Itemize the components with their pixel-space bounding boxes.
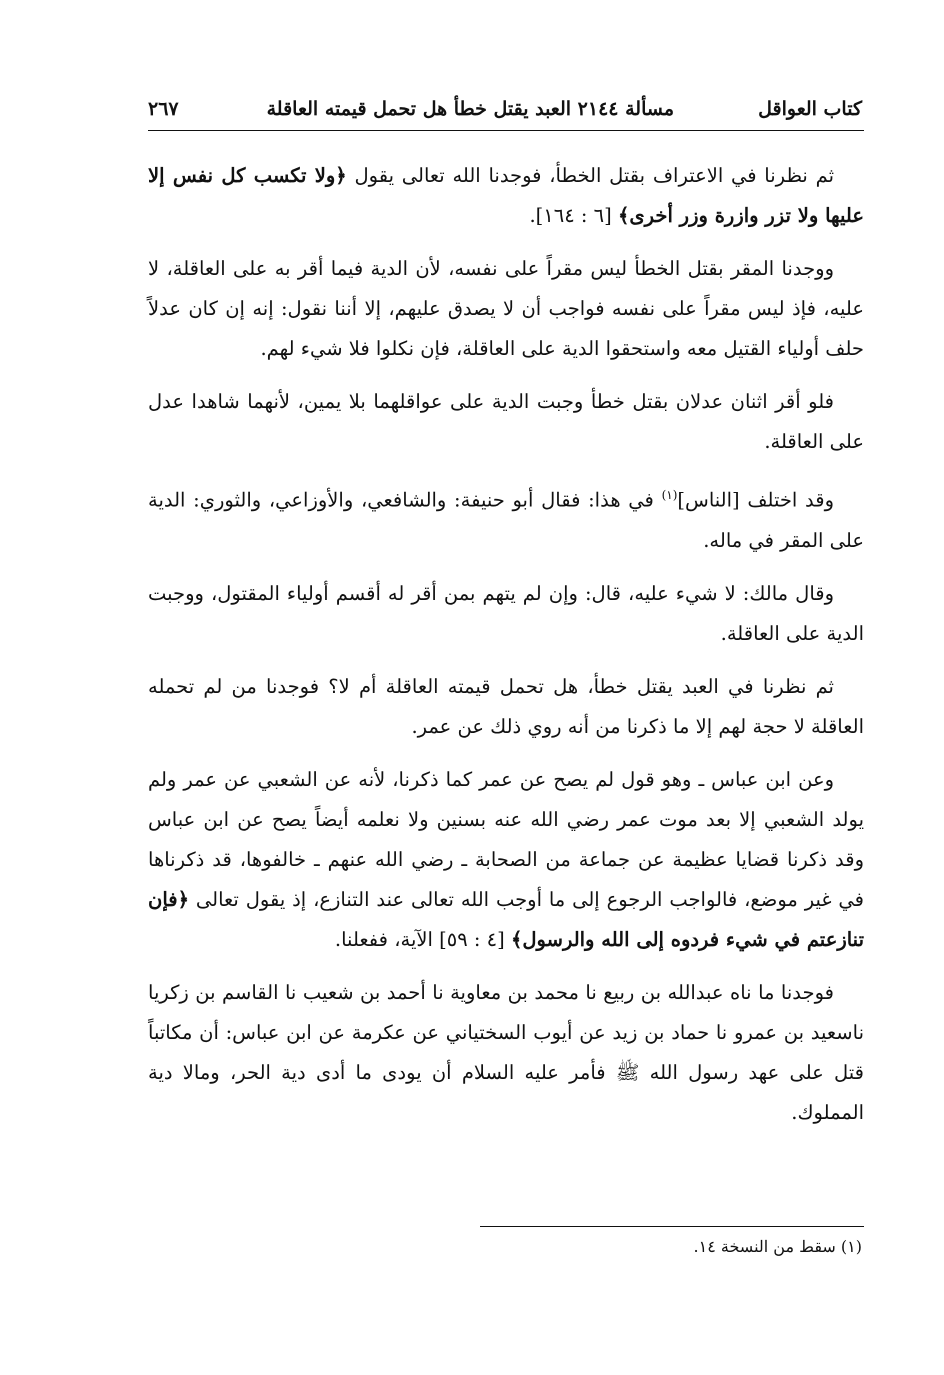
footnote-marker: (١) — [661, 488, 678, 502]
main-text — [148, 156, 864, 1146]
page-number: ٢٦٧ — [148, 98, 179, 120]
paragraph: وقد اختلف [الناس]$^{(١)}$ في هذا: فقال أبو حنيفة: والشافعي، والأوزاعي، والثوري: الدية على المقر في ماله. — [148, 488, 864, 552]
quran-quote: ﴿ولا تكسب كل نفس إلا عليها ولا تزر وازرة وزر أخرى﴾ — [148, 164, 864, 227]
paragraph: ثم نظرنا في العبد يقتل خطأ، هل تحمل قيمته العاقلة أم لا؟ فوجدنا من لم تحمله العاقلة لا حجة لهم إلا ما ذكرنا من أنه روي ذلك عن عمر. — [148, 674, 864, 738]
paragraph: ووجدنا المقر بقتل الخطأ ليس مقراً على نفسه، لأن الدية فيما أقر به على العاقلة، لا عليه، فإذ ليس مقراً على نفسه فواجب أن لا يصدق عليهم، إلا أننا نقول: إنه إن كان عدلاً حلف أولياء القتيل معه واستحقوا الدية على العاقلة، فإن نكلوا فلا شيء لهم. — [148, 257, 864, 360]
quran-quote: ﴿فإن تنازعتم في شيء فردوه إلى الله والرسول﴾ — [148, 887, 864, 951]
paragraph: فلو أقر اثنان عدلان بقتل خطأ وجبت الدية على عواقلهما بلا يمين، لأنهما شاهدا عدل على العاقلة. — [148, 390, 864, 453]
issue-title: مسألة ٢١٤٤ العبد يقتل خطأ هل تحمل قيمته العاقلة — [266, 98, 674, 120]
book-title: كتاب العواقل — [758, 98, 862, 120]
running-header — [148, 96, 864, 131]
paragraph: وعن ابن عباس ـ وهو قول لم يصح عن عمر كما ذكرنا، لأنه عن الشعبي عن عمر ولم يولد الشعبي إلا بعد موت عمر رضي الله عنه بسنين ولا نعلمه أيضاً يصح عن ابن عباس وقد ذكرنا قضايا عظيمة عن جماعة من الصحابة ـ رضي الله عنهم ـ خالفوها، قد ذكرناها في غير موضع، فالواجب الرجوع إلى ما أوجب الله تعالى عند التنازع، إذ يقول تعالى ﴿فإن تنازعتم في شيء فردوه إلى الله والرسول﴾ [٤ : ٥٩] الآية، ففعلنا. — [148, 767, 864, 951]
footnote-separator — [480, 1226, 864, 1227]
paragraph: فوجدنا ما ناه عبدالله بن ربيع نا محمد بن معاوية نا أحمد بن شعيب نا القاسم بن زكريا ناسعيد بن عمرو نا حماد بن زيد عن أيوب السختياني عن عكرمة عن ابن عباس: أن مكاتباً قتل على عهد رسول الله ﷺ فأمر عليه السلام أن يودى ما أدى دية الحر، ومالا دية المملوك. — [148, 980, 864, 1124]
paragraph: وقال مالك: لا شيء عليه، قال: وإن لم يتهم بمن أقر له أقسم أولياء المقتول، ووجبت الدية على العاقلة. — [148, 581, 864, 645]
paragraph: ثم نظرنا في الاعتراف بقتل الخطأ، فوجدنا الله تعالى يقول ﴿ولا تكسب كل نفس إلا عليها ولا تزر وازرة وزر أخرى﴾ [٦ : ١٦٤]. — [148, 164, 864, 227]
footnote: (١) سقط من النسخة ١٤. — [693, 1237, 862, 1256]
